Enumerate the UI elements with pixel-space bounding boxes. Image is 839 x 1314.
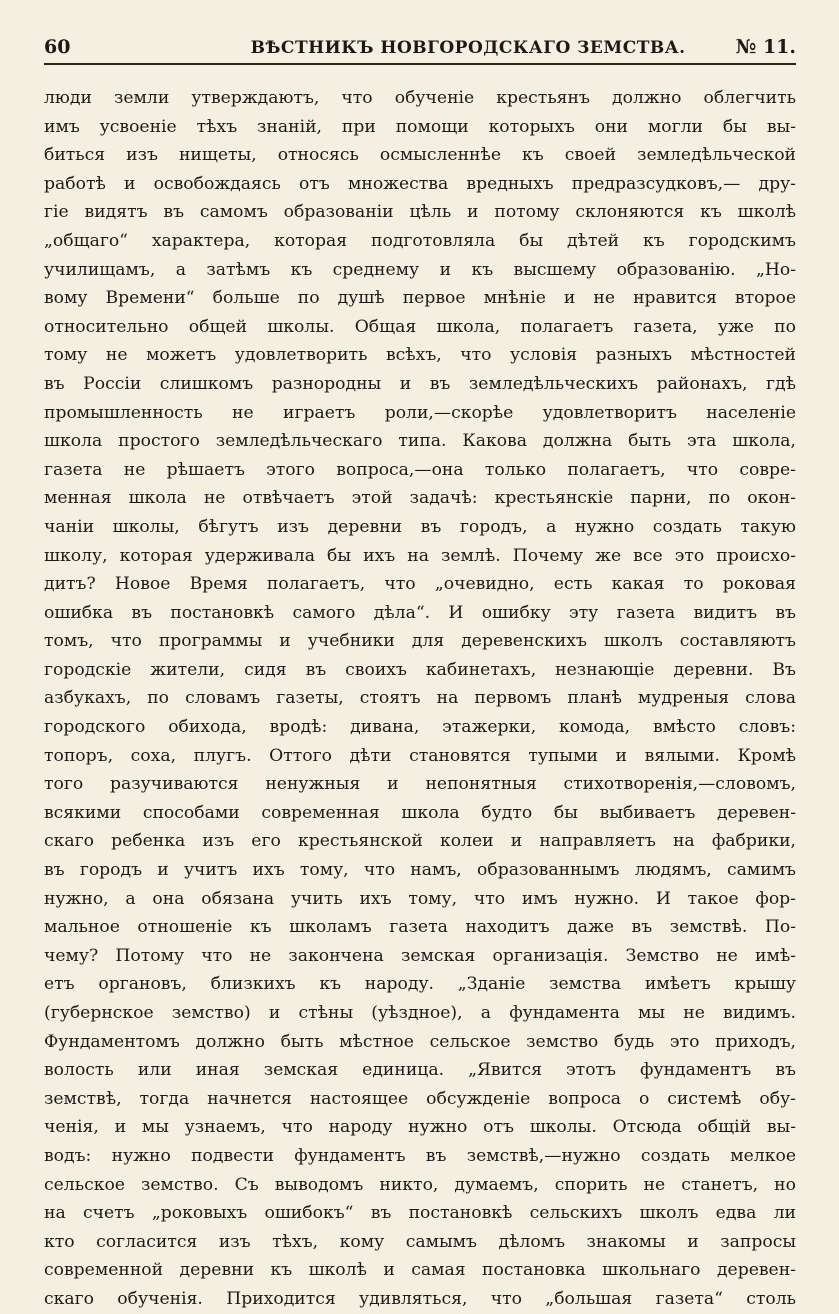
text-line: топоръ, соха, плугъ. Оттого дѣти становятся тупыми и вялыми. Кромѣ [44,745,796,766]
text-line: кто согласится изъ тѣхъ, кому самымъ дѣломъ знакомы и запросы [44,1231,796,1252]
text-line: люди земли утверждаютъ, что обученіе крестьянъ должно облегчить [44,88,796,108]
text-line: на счетъ „роковыхъ ошибокъ“ въ постановкѣ сельскихъ школъ едва ли [44,1203,796,1224]
text-line: дитъ? Новое Время полагаетъ, что „очевидно, есть какая то роковая [44,574,796,595]
text-line: имъ усвоеніе тѣхъ знаній, при помощи которыхъ они могли бы вы- [44,116,796,137]
text-line: Фундаментомъ должно быть мѣстное сельское земство будь это приходъ, [44,1031,796,1052]
body-text [44,84,796,1314]
text-line: азбукахъ, по словамъ газеты, стоятъ на первомъ планѣ мудреныя слова [44,688,796,709]
text-line: относительно общей школы. Общая школа, полагаетъ газета, уже по [44,316,796,337]
text-line: етъ органовъ, близкихъ къ народу. „Зданіе земства имѣетъ крышу [44,974,796,995]
text-line: „общаго“ характера, которая подготовляла бы дѣтей къ городскимъ [44,230,796,251]
text-line: того разучиваются ненужныя и непонятныя стихотворенія,—словомъ, [44,774,796,795]
text-line: всякими способами современная школа будто бы выбиваетъ деревен- [44,802,796,823]
text-line: училищамъ, а затѣмъ къ среднему и къ высшему образованію. „Но- [44,259,796,280]
issue-number: № 11. [735,36,796,58]
text-line: скаго обученія. Приходится удивляться, что „большая газета“ столь [44,1288,796,1309]
text-line: мальное отношеніе къ школамъ газета находитъ даже въ земствѣ. По- [44,917,796,938]
text-line: школу, которая удерживала бы ихъ на землѣ. Почему же все это происхо- [44,545,796,566]
text-line: городского обихода, вродѣ: дивана, этажерки, комода, вмѣсто словъ: [44,717,796,738]
text-line: биться изъ нищеты, относясь осмысленнѣе къ своей земледѣльческой [44,145,796,166]
text-line: водъ: нужно подвести фундаментъ въ земствѣ,—нужно создать мелкое [44,1145,796,1166]
running-header [44,28,796,62]
journal-title: ВѢСТНИКЪ НОВГОРОДСКАГО ЗЕМСТВА. [250,38,686,58]
text-line: въ Россіи слишкомъ разнородны и въ земледѣльческихъ районахъ, гдѣ [44,373,796,394]
page-number: 60 [44,36,71,58]
text-line: чаніи школы, бѣгутъ изъ деревни въ городъ, а нужно создать такую [44,516,796,537]
text-line: тому не можетъ удовлетворить всѣхъ, что условія разныхъ мѣстностей [44,345,796,366]
text-line: городскіе жители, сидя въ своихъ кабинетахъ, незнающіе деревни. Въ [44,659,796,680]
text-line: томъ, что программы и учебники для деревенскихъ школъ составляютъ [44,631,796,652]
text-line: ошибка въ постановкѣ самого дѣла“. И ошибку эту газета видитъ въ [44,602,796,623]
text-line: промышленность не играетъ роли,—скорѣе удовлетворитъ населеніе [44,402,796,423]
text-line: работѣ и освобождаясь отъ множества вредныхъ предразсудковъ,— дру- [44,173,796,194]
text-line: сельское земство. Съ выводомъ никто, думаемъ, спорить не станетъ, но [44,1174,796,1195]
text-line: гіе видятъ въ самомъ образованіи цѣль и потому склоняются къ школѣ [44,202,796,223]
text-line: вому Времени“ больше по душѣ первое мнѣніе и не нравится второе [44,288,796,309]
text-line: въ городъ и учитъ ихъ тому, что намъ, образованнымъ людямъ, самимъ [44,860,796,881]
text-line: школа простого земледѣльческаго типа. Какова должна быть эта школа, [44,431,796,452]
text-line: современной деревни къ школѣ и самая постановка школьнаго деревен- [44,1260,796,1281]
text-line: земствѣ, тогда начнется настоящее обсужденіе вопроса о системѣ обу- [44,1088,796,1109]
text-line: волость или иная земская единица. „Явится этотъ фундаментъ въ [44,1060,796,1081]
header-rule [44,63,796,65]
text-line: менная школа не отвѣчаетъ этой задачѣ: крестьянскіе парни, по окон- [44,488,796,509]
text-line: газета не рѣшаетъ этого вопроса,—она только полагаетъ, что совре- [44,459,796,480]
text-line: нужно, а она обязана учить ихъ тому, что имъ нужно. И такое фор- [44,888,796,909]
text-line: чему? Потому что не закончена земская организація. Земство не имѣ- [44,945,796,966]
text-line: ченія, и мы узнаемъ, что народу нужно отъ школы. Отсюда общій вы- [44,1117,796,1138]
text-line: скаго ребенка изъ его крестьянской колеи и направляетъ на фабрики, [44,831,796,852]
text-line: (губернское земство) и стѣны (уѣздное), а фундамента мы не видимъ. [44,1003,796,1023]
